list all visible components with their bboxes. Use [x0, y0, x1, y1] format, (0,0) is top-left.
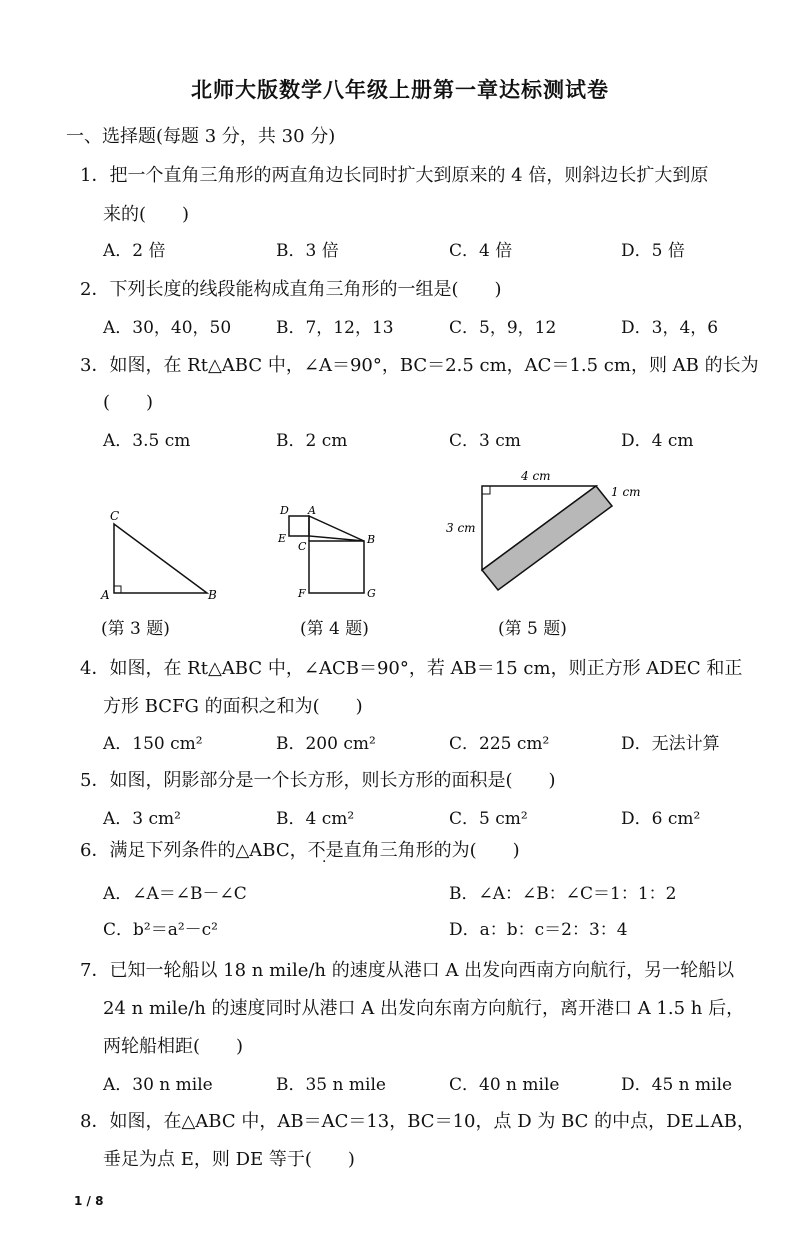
figure-4-caption: (第 4 题): [300, 619, 369, 639]
question-4-line1: 4．如图，在 Rt△ABC 中，∠ACB＝90°，若 AB＝15 cm，则正方形 ADEC 和正: [80, 658, 743, 679]
question-3-option-d: D．4 cm: [621, 431, 694, 451]
question-2-line1: 2．下列长度的线段能构成直角三角形的一组是( ): [80, 279, 502, 300]
question-7-line1: 7．已知一轮船以 18 n mile/h 的速度从港口 A 出发向西南方向航行，另一轮船以: [80, 960, 735, 981]
figure-5-caption: (第 5 题): [498, 619, 567, 639]
question-5-option-c: C．5 cm²: [449, 809, 528, 829]
figure-5-label-top: 4 cm: [521, 469, 551, 483]
page-title: 北师大版数学八年级上册第一章达标测试卷: [191, 78, 609, 102]
question-5-option-d: D．6 cm²: [621, 809, 701, 829]
question-3-line1: 3．如图，在 Rt△ABC 中，∠A＝90°，BC＝2.5 cm，AC＝1.5 cm，则 AB 的长为: [80, 355, 759, 376]
question-3-option-c: C．3 cm: [449, 431, 521, 451]
question-5-line1: 5．如图，阴影部分是一个长方形，则长方形的面积是( ): [80, 770, 556, 791]
figure-3-triangle: [100, 509, 217, 602]
question-1-line1: 1．把一个直角三角形的两直角边长同时扩大到原来的 4 倍，则斜边长扩大到原: [80, 165, 709, 186]
question-6-emphasis: 不是: [307, 840, 344, 861]
question-4-line2: 方形 BCFG 的面积之和为( ): [103, 696, 363, 717]
figure-4-label-f: F: [298, 587, 306, 600]
figure-5-shaded-rectangle: [446, 469, 641, 590]
question-1-line2: 来的( ): [103, 204, 190, 225]
question-2-option-b: B．7，12，13: [276, 318, 394, 338]
question-3-option-a: A．3.5 cm: [103, 431, 191, 451]
question-6-option-d: D．a：b：c＝2：3：4: [449, 920, 628, 940]
figure-3-label-a: A: [101, 588, 110, 602]
figure-4-label-b: B: [367, 533, 376, 546]
question-6-option-a: A．∠A＝∠B－∠C: [103, 884, 247, 904]
question-6-option-b: B．∠A：∠B：∠C＝1：1：2: [449, 884, 677, 904]
page-number: 1 / 8: [74, 1194, 104, 1208]
question-5-option-b: B．4 cm²: [276, 809, 355, 829]
figure-3-label-b: B: [208, 588, 217, 602]
figure-4-label-g: G: [367, 587, 376, 600]
question-1-option-b: B．3 倍: [276, 241, 339, 261]
question-7-option-a: A．30 n mile: [103, 1075, 213, 1095]
question-7-option-c: C．40 n mile: [449, 1075, 560, 1095]
figure-4-label-a: A: [308, 504, 316, 517]
figure-5-label-left: 3 cm: [446, 521, 476, 535]
question-6-prefix: 6．满足下列条件的△ABC，: [80, 840, 308, 861]
question-2-option-a: A．30，40，50: [103, 318, 232, 338]
figure-4-label-c: C: [298, 540, 307, 553]
question-3-line2: ( ): [103, 392, 154, 413]
question-7-option-d: D．45 n mile: [621, 1075, 733, 1095]
question-6-option-c: C．b²＝a²－c²: [103, 920, 218, 940]
question-2-option-c: C．5，9，12: [449, 318, 557, 338]
figure-3-label-c: C: [110, 509, 120, 523]
question-1-option-a: A．2 倍: [103, 241, 166, 261]
question-1-option-c: C．4 倍: [449, 241, 513, 261]
question-4-option-d: D．无法计算: [621, 734, 720, 754]
question-8-line2: 垂足为点 E，则 DE 等于( ): [103, 1149, 355, 1170]
figure-4-label-d: D: [280, 504, 289, 517]
question-2-option-d: D．3，4，6: [621, 318, 719, 338]
question-7-line2: 24 n mile/h 的速度同时从港口 A 出发向东南方向航行，离开港口 A 1.5 h 后，: [103, 998, 745, 1019]
question-8-line1: 8．如图，在△ABC 中，AB＝AC＝13，BC＝10，点 D 为 BC 的中点，DE⊥AB，: [80, 1111, 755, 1132]
question-4-option-a: A．150 cm²: [103, 734, 203, 754]
question-4-option-c: C．225 cm²: [449, 734, 550, 754]
figure-5-label-width: 1 cm: [611, 485, 641, 499]
question-5-option-a: A．3 cm²: [103, 809, 181, 829]
figure-4-squares: [277, 504, 376, 600]
question-1-option-d: D．5 倍: [621, 241, 685, 261]
question-6-line1: [80, 836, 520, 862]
figure-3-caption: (第 3 题): [101, 619, 170, 639]
figures-row: [0, 460, 800, 620]
question-6-suffix: 直角三角形的为( ): [343, 840, 520, 861]
question-3-option-b: B．2 cm: [276, 431, 348, 451]
question-7-option-b: B．35 n mile: [276, 1075, 386, 1095]
figure-4-label-e: E: [278, 532, 287, 545]
section-heading: 一、选择题(每题 3 分，共 30 分): [66, 126, 336, 147]
question-4-option-b: B．200 cm²: [276, 734, 376, 754]
question-7-line3: 两轮船相距( ): [103, 1036, 244, 1057]
